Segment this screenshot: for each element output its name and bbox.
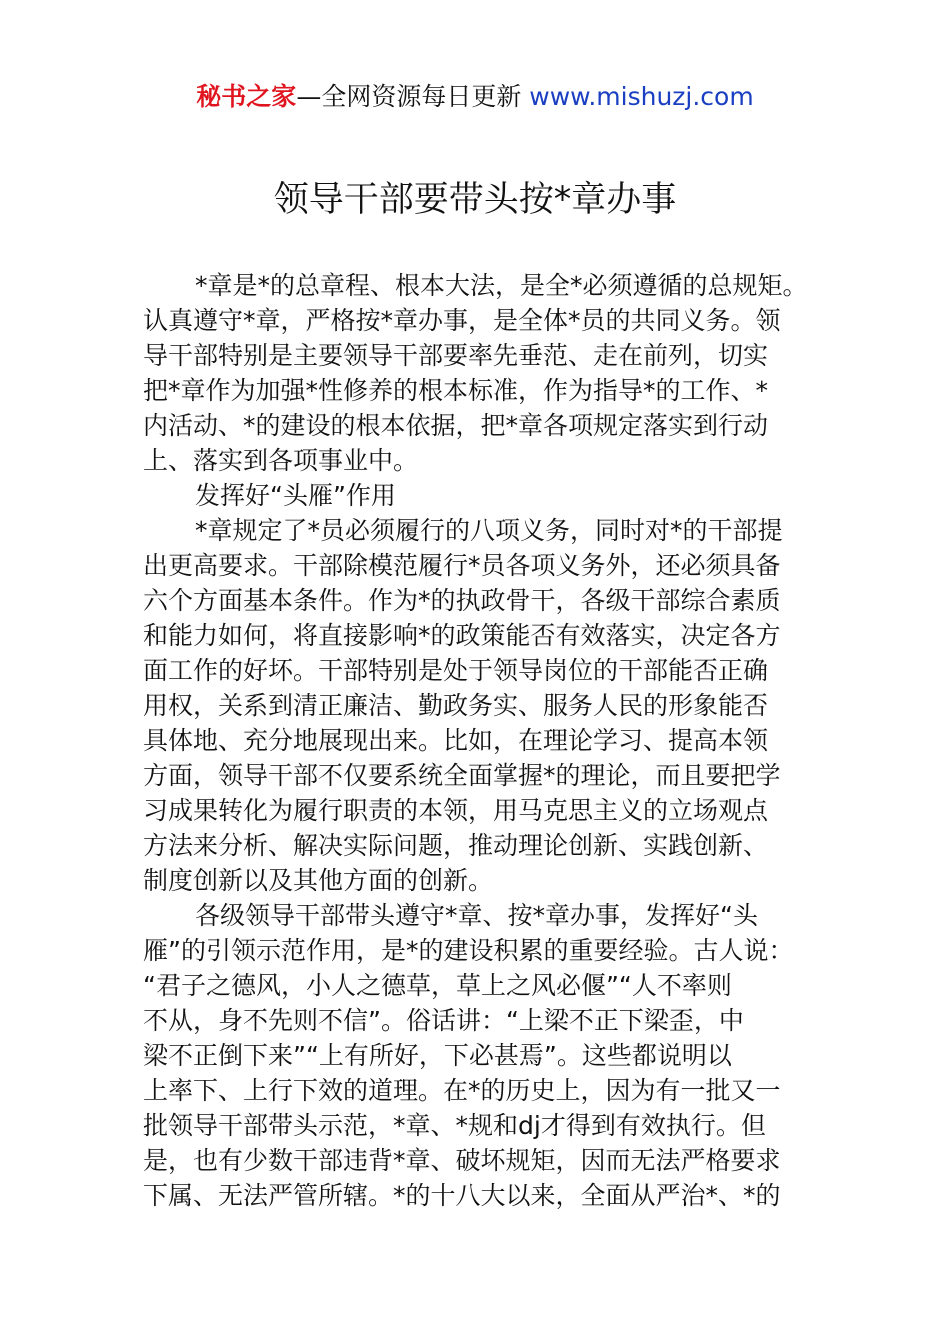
body-line: 下属、无法严管所辖。*的十八大以来，全面从严治*、*的: [143, 1181, 781, 1210]
body-line: 方法来分析、解决实际问题，推动理论创新、实践创新、: [143, 831, 769, 860]
body-line: 六个方面基本条件。作为*的执政骨干，各级干部综合素质: [143, 586, 781, 615]
site-url[interactable]: www.mishuzj.com: [529, 82, 754, 111]
body-line: 批领导干部带头示范，*章、*规和dj才得到有效执行。但: [143, 1111, 766, 1140]
body-line: 上、落实到各项事业中。: [143, 446, 419, 475]
site-brand: 秘书之家: [196, 82, 297, 111]
body-line: 和能力如何，将直接影响*的政策能否有效落实，决定各方: [143, 621, 781, 650]
body-line: 方面，领导干部不仅要系统全面掌握*的理论，而且要把学: [143, 761, 781, 790]
body-line: 不从，身不先则不信”。俗话讲：“上梁不正下梁歪，中: [143, 1006, 744, 1035]
body-line: 认真遵守*章，严格按*章办事，是全体*员的共同义务。领: [143, 306, 781, 335]
body-line: 出更高要求。干部除模范履行*员各项义务外，还必须具备: [143, 551, 781, 580]
body-line: *章规定了*员必须履行的八项义务，同时对*的干部提: [195, 516, 783, 545]
document-body: [143, 268, 823, 1213]
body-line: 各级领导干部带头遵守*章、按*章办事，发挥好“头: [195, 901, 758, 930]
body-line: 面工作的好坏。干部特别是处于领导岗位的干部能否正确: [143, 656, 769, 685]
body-line: 上率下、上行下效的道理。在*的历史上，因为有一批又一: [143, 1076, 781, 1105]
body-line: 制度创新以及其他方面的创新。: [143, 866, 494, 895]
site-tagline: —全网资源每日更新: [296, 82, 522, 111]
body-line: 导干部特别是主要领导干部要率先垂范、走在前列，切实: [143, 341, 769, 370]
document-title: 领导干部要带头按*章办事: [273, 180, 677, 220]
body-line: 把*章作为加强*性修养的根本标准，作为指导*的工作、*: [143, 376, 769, 405]
body-line: 内活动、*的建设的根本依据，把*章各项规定落实到行动: [143, 411, 769, 440]
body-line: 雁”的引领示范作用，是*的建设积累的重要经验。古人说：: [143, 936, 794, 965]
body-line: 用权，关系到清正廉洁、勤政务实、服务人民的形象能否: [143, 691, 769, 720]
body-line: “君子之德风，小人之德草，草上之风必偃”“人不率则: [143, 971, 732, 1000]
body-line: 梁不正倒下来”“上有所好，下必甚焉”。这些都说明以: [143, 1041, 732, 1070]
body-line: 习成果转化为履行职责的本领，用马克思主义的立场观点: [143, 796, 769, 825]
body-line: *章是*的总章程、根本大法，是全*必须遵循的总规矩。: [195, 271, 808, 300]
section-heading: 发挥好“头雁”作用: [195, 481, 396, 510]
site-header: [0, 80, 950, 114]
body-line: 具体地、充分地展现出来。比如，在理论学习、提高本领: [143, 726, 769, 755]
body-line: 是，也有少数干部违背*章、破坏规矩，因而无法严格要求: [143, 1146, 781, 1175]
